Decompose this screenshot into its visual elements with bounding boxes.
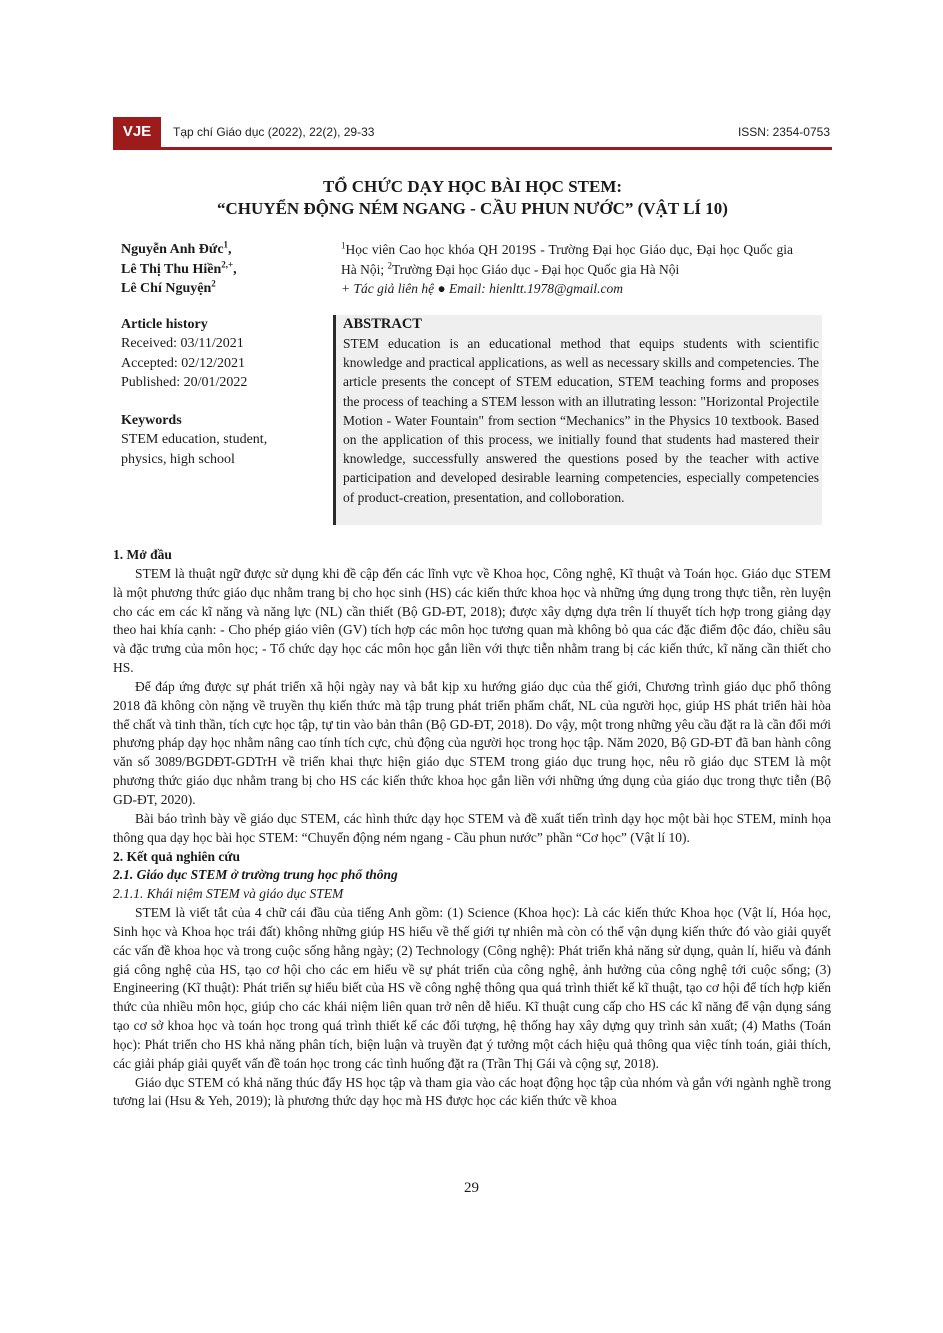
received-date: Received: 03/11/2021 [121,336,244,352]
subsection-heading-2-1: 2.1. Giáo dục STEM ở trường trung học phổ thông [113,867,398,883]
keywords [121,411,291,469]
contact-email: + Tác giả liên hệ ● Email: hienltt.1978@gmail.com [341,281,624,296]
paragraph-1: STEM là thuật ngữ được sử dụng khi đề cập đến các lĩnh vực về Khoa học, Công nghệ, Kĩ thuật và Toán học. Giáo dục STEM là một phương thức giáo dục nhằm trang bị cho học sinh (HS) các kiến thức khoa học và những ứng dụng trong thực tiễn, rèn luyện cho các em các kĩ năng và năng lực (NL) cần thiết (Bộ GD-ĐT, 2018); được xây dựng dựa trên lí thuyết tích hợp trong giảng dạy theo hai khía cạnh: - Cho phép giáo viên (GV) tích hợp các môn học tương quan mà không bỏ qua các đặc điểm độc đáo, chiều sâu và đặc trưng của môn học; - Tổ chức dạy học các môn học gắn liền với thực tiễn nhằm trang bị các kiến thức, kĩ năng cần thiết cho HS. [113,565,831,676]
accepted-date: Accepted: 02/12/2021 [121,355,246,371]
author-2: Lê Thị Thu Hiền$^{2,+}$, [121,258,237,277]
author-1: Nguyễn Anh Đức$^1$, [121,239,232,257]
history-heading: Article history [121,317,208,332]
article-history [121,315,321,393]
paragraph-3: Bài báo trình bày về giáo dục STEM, các hình thức dạy học STEM và đề xuất tiến trình dạy học một bài học STEM, minh họa thông qua dạy học bài học STEM: “Chuyển động ném ngang - Cầu phun nước” phần “Cơ học” (Vật lí 10). [113,810,831,845]
paragraph-4: STEM là viết tắt của 4 chữ cái đầu của tiếng Anh gồm: (1) Science (Khoa học): Là các kiến thức Khoa học (Vật lí, Hóa học, Sinh học và Khoa học trái đất) không những giúp HS hiểu về thế giới tự nhiên mà còn có thể vận dụng kiến thức đó vào giải quyết các vấn đề khoa học và trong cuộc sống hằng ngày; (2) Technology (Công nghệ): Phát triển khả năng sử dụng, quản lí, hiểu và đánh giá công nghệ của HS, tạo cơ hội cho các em hiểu về sự phát triển của công nghệ, ảnh hưởng của công nghệ tới cuộc sống; (3) Engineering (Kĩ thuật): Phát triển sự hiểu biết của HS về công nghệ thông qua quá trình thiết kế kĩ thuật, tạo cơ hội để tích hợp kiến thức của nhiều môn học, giúp cho các khái niệm liên quan trở nên dễ hiểu. Kĩ thuật cung cấp cho HS các kĩ năng để vận dụng sáng tạo cơ sở khoa học và toán học trong quá trình thiết kế các đối tượng, hệ thống hay xây dựng quy trình sản xuất; (4) Maths (Toán học): Phát triển cho HS khả năng phân tích, biện luận và truyền đạt ý tưởng một cách hiệu quả thông qua việc tính toán, giải thích, các giải pháp giải quyết vấn đề toán học trong các tình huống đặt ra (Trần Thị Gái và cộng sự, 2018). [113,905,831,1071]
section-heading-2: 2. Kết quả nghiên cứu [113,848,240,864]
paragraph-2: Để đáp ứng được sự phát triển xã hội ngày nay và bắt kịp xu hướng giáo dục của thế giới, Chương trình giáo dục phổ thông 2018 đã không còn nặng về truyền thụ kiến thức mà tập trung phát triển phẩm chất, NL của người học, giúp HS phát triển hài hòa thể chất và tinh thần, tích cực học tập, tự tin vào bản thân (Bộ GD-ĐT, 2018). Do vậy, một trong những yêu cầu đặt ra là cần đổi mới phương pháp dạy học nhằm nâng cao tính tích cực, chủ động của người học trong học tập. Năm 2020, Bộ GD-ĐT đã ban hành công văn số 3089/BGDĐT-GDTrH về triển khai thực hiện giáo dục STEM trong giáo dục trung học, nêu rõ giáo dục STEM là một phương thức giáo dục nhằm trang bị cho HS các kiến thức khoa học gắn liền với những ứng dụng của giáo dục trong thực tiễn (Bộ GD-ĐT, 2020). [113,678,831,807]
journal-logo: VJE [113,117,161,147]
author-3: Lê Chí Nguyện$^2$ [121,278,216,296]
article-body [113,546,831,1111]
page-number: 29 [464,1180,479,1196]
author-list [121,240,321,299]
abstract-heading: ABSTRACT [343,316,422,332]
section-heading-1: 1. Mở đầu [113,547,172,562]
published-date: Published: 20/01/2022 [121,375,248,391]
affiliations [341,240,793,299]
title-line-2: “CHUYỂN ĐỘNG NÉM NGANG - CẦU PHUN NƯỚC” (VẬT LÍ 10) [217,199,728,218]
affiliation-text: $^1$Học viên Cao học khóa QH 2019S - Trường Đại học Giáo dục, Đại học Quốc gia Hà Nội; $^2$Trường Đại học Giáo dục - Đại học Quốc gia Hà Nội [341,240,793,277]
issn: ISSN: 2354-0753 [737,125,830,139]
article-title [113,176,832,220]
title-line-1: TỔ CHỨC DẠY HỌC BÀI HỌC STEM: [322,177,623,196]
page-header [113,117,832,150]
keywords-text: STEM education, student, physics, high school [121,432,268,467]
journal-citation: Tạp chí Giáo dục (2022), 22(2), 29-33 [173,125,375,139]
abstract-box [333,315,822,525]
subsection-heading-2-1-1: 2.1.1. Khái niệm STEM và giáo dục STEM [113,886,344,902]
paragraph-5: Giáo dục STEM có khả năng thúc đẩy HS học tập và tham gia vào các hoạt động học tập của nhóm và gắn với ngành nghề trong tương lai (Hsu & Yeh, 2019); là phương thức dạy học mà HS được học các kiến thức về khoa [113,1074,831,1109]
keywords-heading: Keywords [121,413,182,428]
abstract-text: STEM education is an educational method that equips students with scientific knowledge and practical applications, as well as necessary skills and competencies. The article presents the concept of STEM education, STEM teaching forms and proposes the process of teaching a STEM lesson with an illutrating lesson: "Horizontal Projectile Motion - Water Fountain" from section “Mechanics” in the Physics 10 textbook. Based on the application of this process, we initially found that students had mastered their knowledge, successfully answered the questions posed by the teacher with active participation and developed desirable learning competencies, especially competencies of product-creation, presentation, and colloboration. [343,336,819,505]
